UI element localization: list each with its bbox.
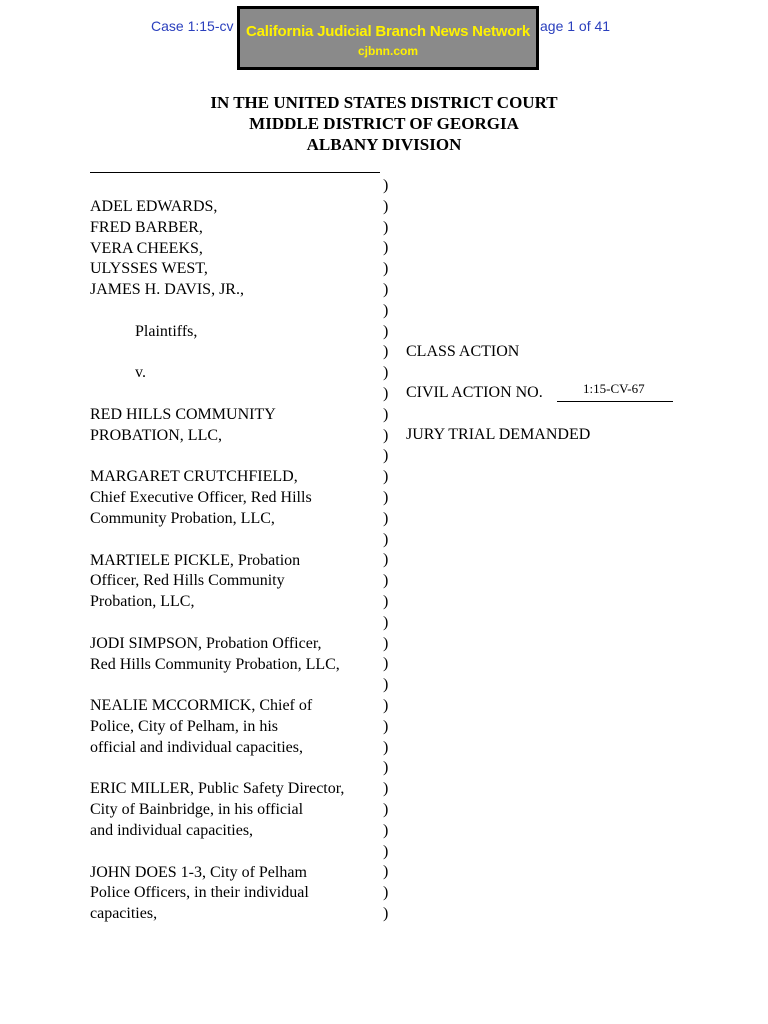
caption-line: ULYSSES WEST, xyxy=(90,260,208,278)
civil-action-label: CIVIL ACTION NO. xyxy=(406,384,543,401)
banner-url: cjbnn.com xyxy=(357,44,418,58)
caption-paren: ) xyxy=(383,488,389,506)
caption-line: Officer, Red Hills Community xyxy=(90,572,285,590)
court-heading xyxy=(0,92,768,155)
case-header-right: age 1 of 41 xyxy=(540,18,611,34)
caption-paren: ) xyxy=(383,592,389,610)
caption-paren: ) xyxy=(383,780,389,798)
caption-line: Plaintiffs, xyxy=(135,322,198,340)
caption-paren: ) xyxy=(383,343,389,361)
court-line-2: MIDDLE DISTRICT OF GEORGIA xyxy=(249,114,519,133)
caption-paren: ) xyxy=(383,904,389,922)
caption-paren: ) xyxy=(383,322,389,340)
caption-line: v. xyxy=(135,364,146,382)
caption-paren: ) xyxy=(383,364,389,382)
caption-paren: ) xyxy=(383,863,389,881)
caption-line: MARTIELE PICKLE, Probation xyxy=(90,551,301,569)
party-caption xyxy=(90,197,380,925)
caption-line: VERA CHEEKS, xyxy=(90,239,203,257)
caption-line: PROBATION, LLC, xyxy=(90,426,223,444)
caption-line xyxy=(90,301,380,322)
caption-line: Police Officers, in their individual xyxy=(90,884,309,902)
caption-top-rule xyxy=(90,172,380,173)
caption-paren: ) xyxy=(383,676,389,694)
caption-paren: ) xyxy=(383,384,389,402)
caption-line: Police, City of Pelham, in his xyxy=(90,717,278,735)
caption-paren: ) xyxy=(383,197,389,215)
caption-paren-column xyxy=(383,176,388,925)
caption-paren: ) xyxy=(383,530,389,548)
court-line-3: ALBANY DIVISION xyxy=(306,135,462,154)
caption-paren: ) xyxy=(383,426,389,444)
caption-paren: ) xyxy=(383,696,389,714)
caption-paren: ) xyxy=(383,177,389,194)
caption-line: NEALIE MCCORMICK, Chief of xyxy=(90,697,313,715)
caption-line: Probation, LLC, xyxy=(90,593,195,611)
caption-line: MARGARET CRUTCHFIELD, xyxy=(90,468,298,486)
caption-paren: ) xyxy=(383,405,389,423)
caption-paren: ) xyxy=(383,821,389,839)
caption-paren: ) xyxy=(383,800,389,818)
caption-paren: ) xyxy=(383,239,389,257)
caption-line xyxy=(90,530,380,551)
jury-trial-label: JURY TRIAL DEMANDED xyxy=(406,426,591,443)
class-action-label: CLASS ACTION xyxy=(406,343,520,360)
caption-line: FRED BARBER, xyxy=(90,218,203,236)
caption-line xyxy=(90,384,380,405)
court-line-1: IN THE UNITED STATES DISTRICT COURT xyxy=(210,93,558,112)
caption-line: RED HILLS COMMUNITY xyxy=(90,405,276,423)
caption-line: capacities, xyxy=(90,905,158,923)
caption-line: and individual capacities, xyxy=(90,821,254,839)
caption-paren: ) xyxy=(383,260,389,278)
caption-paren: ) xyxy=(383,613,389,631)
caption-paren: ) xyxy=(383,280,389,298)
caption-line: ERIC MILLER, Public Safety Director, xyxy=(90,780,345,798)
civil-action-number: 1:15-CV-67 xyxy=(583,381,645,396)
caption-paren: ) xyxy=(383,884,389,902)
caption-paren: ) xyxy=(383,301,389,319)
caption-line: City of Bainbridge, in his official xyxy=(90,801,304,819)
caption-paren: ) xyxy=(383,738,389,756)
caption-line xyxy=(90,343,380,364)
caption-line: JOHN DOES 1-3, City of Pelham xyxy=(90,863,307,881)
caption-line: official and individual capacities, xyxy=(90,738,303,756)
caption-paren: ) xyxy=(383,759,389,777)
caption-line: Chief Executive Officer, Red Hills xyxy=(90,489,312,507)
caption-paren: ) xyxy=(383,717,389,735)
news-network-banner xyxy=(237,6,539,70)
caption-paren: ) xyxy=(383,572,389,590)
caption-paren: ) xyxy=(383,468,389,486)
caption-paren: ) xyxy=(383,551,389,569)
caption-paren: ) xyxy=(383,218,389,236)
caption-line xyxy=(90,447,380,468)
caption-line xyxy=(90,759,380,780)
caption-paren: ) xyxy=(383,447,389,465)
caption-line xyxy=(90,842,380,863)
caption-line xyxy=(90,613,380,634)
caption-line: Community Probation, LLC, xyxy=(90,509,275,527)
case-header-left: Case 1:15-cv xyxy=(151,18,234,34)
caption-paren: ) xyxy=(383,655,389,673)
caption-line xyxy=(90,675,380,696)
caption-paren: ) xyxy=(383,634,389,652)
caption-line: JODI SIMPSON, Probation Officer, xyxy=(90,634,322,652)
caption-line: Red Hills Community Probation, LLC, xyxy=(90,655,340,673)
caption-line: ADEL EDWARDS, xyxy=(90,198,218,215)
banner-title: California Judicial Branch News Network xyxy=(246,23,530,40)
civil-action-number-field xyxy=(557,381,673,402)
caption-line: JAMES H. DAVIS, JR., xyxy=(90,281,244,299)
caption-paren: ) xyxy=(383,509,389,527)
caption-paren: ) xyxy=(383,842,389,860)
